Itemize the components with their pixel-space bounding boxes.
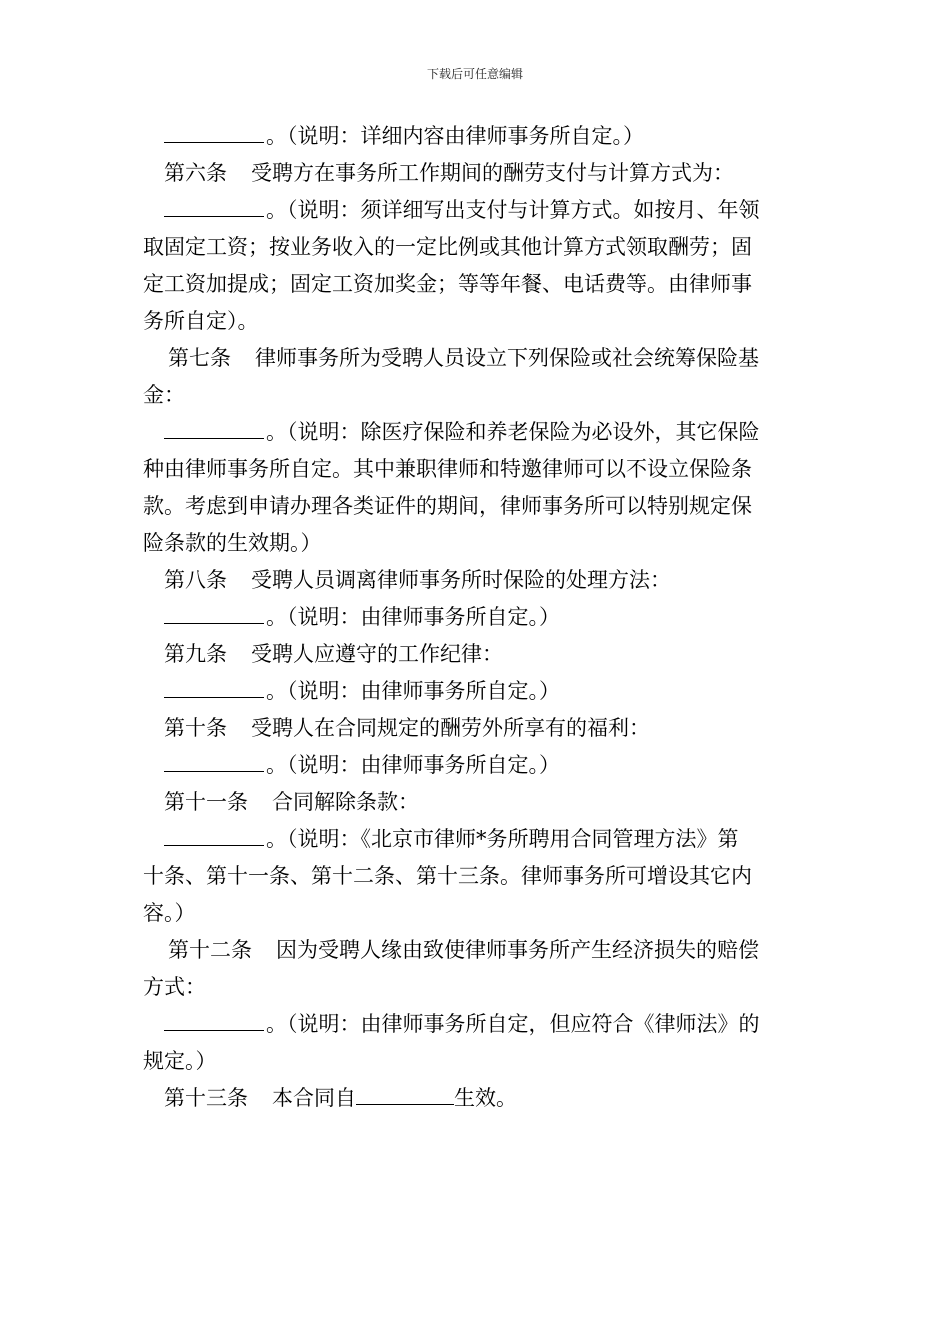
article-6-body [143,266,805,303]
article-title: 受聘方在事务所工作期间的酬劳支付与计算方式为： [251,161,734,185]
article-11-body [143,895,805,932]
article-title: 律师事务所为受聘人员设立下列保险或社会统筹保险基 [255,346,759,370]
article-title: 受聘人应遵守的工作纪律： [251,642,503,666]
article-12-heading [143,932,805,969]
fill-in-blank [356,1103,454,1105]
line-text: 。（说明：须详细写出支付与计算方式。如按月、年领 [266,198,760,222]
article-8-heading [143,562,805,599]
article-title: 合同解除条款： [272,790,419,814]
article-6-body [143,303,805,340]
line-text: 。（说明：《北京市律师*务所聘用合同管理方法》第 [266,827,739,851]
article-8-body [143,599,805,636]
article-6-body [143,229,805,266]
article-7-heading [143,377,805,414]
line-text: 金： [143,383,185,407]
article-number: 第九条 [164,642,227,666]
article-11-body [143,821,805,858]
line-text: 款。考虑到申请办理各类证件的期间，律师事务所可以特别规定保 [143,494,752,518]
article-title: 因为受聘人缘由致使律师事务所产生经济损失的赔偿 [276,938,759,962]
contract-body [143,118,805,1117]
article-10-body [143,747,805,784]
line-text: 定工资加提成；固定工资加奖金；等等年餐、电话费等。由律师事 [143,272,752,296]
line-text: 。（说明：由律师事务所自定。） [266,605,560,629]
line-text: 生效。 [454,1086,517,1110]
fill-in-blank [164,622,264,624]
article-6-heading [143,155,805,192]
article-number: 第十条 [164,716,227,740]
line-text: 。（说明：除医疗保险和养老保险为必设外，其它保险 [266,420,760,444]
article-number: 第八条 [164,568,227,592]
article-9-body [143,673,805,710]
article-11-body [143,858,805,895]
fill-in-blank [164,437,264,439]
article-number: 第十二条 [168,938,252,962]
line-text: 种由律师事务所自定。其中兼职律师和特邀律师可以不设立保险条 [143,457,752,481]
fill-in-blank [164,844,264,846]
article-13-heading [143,1080,805,1117]
article-number: 第十三条 [164,1086,248,1110]
line-text: 。（说明：由律师事务所自定，但应符合《律师法》的 [266,1012,760,1036]
fill-in-blank [164,141,264,143]
fill-in-blank [164,215,264,217]
article-number: 第十一条 [164,790,248,814]
article-12-body [143,1043,805,1080]
article-number: 第六条 [164,161,227,185]
article-9-heading [143,636,805,673]
line-text: 险条款的生效期。） [143,531,322,555]
article-12-body [143,1006,805,1043]
line-text: 务所自定）。 [143,309,259,333]
line-text: 容。） [143,901,196,925]
article-title: 受聘人员调离律师事务所时保险的处理方法： [251,568,671,592]
line-text: 十条、第十一条、第十二条、第十三条。律师事务所可增设其它内 [143,864,752,888]
fill-in-blank [164,770,264,772]
clause-five-tail [143,118,805,155]
article-7-body [143,488,805,525]
page-header: 下载后可任意编辑 [426,67,523,81]
article-12-heading [143,969,805,1006]
fill-in-blank [164,696,264,698]
line-text: 。（说明：由律师事务所自定。） [266,753,560,777]
line-text: 方式： [143,975,206,999]
line-text: 取固定工资；按业务收入的一定比例或其他计算方式领取酬劳；固 [143,235,752,259]
article-number: 第七条 [168,346,231,370]
fill-in-blank [164,1029,264,1031]
article-11-heading [143,784,805,821]
article-7-body [143,525,805,562]
article-7-body [143,451,805,488]
article-7-heading [143,340,805,377]
line-text: 。（说明：由律师事务所自定。） [266,679,560,703]
line-text: 。（说明：详细内容由律师事务所自定。） [266,124,644,148]
article-7-body [143,414,805,451]
article-6-body [143,192,805,229]
line-text: 本合同自 [272,1086,356,1110]
article-title: 受聘人在合同规定的酬劳外所享有的福利： [251,716,650,740]
line-text: 规定。） [143,1049,217,1073]
article-10-heading [143,710,805,747]
